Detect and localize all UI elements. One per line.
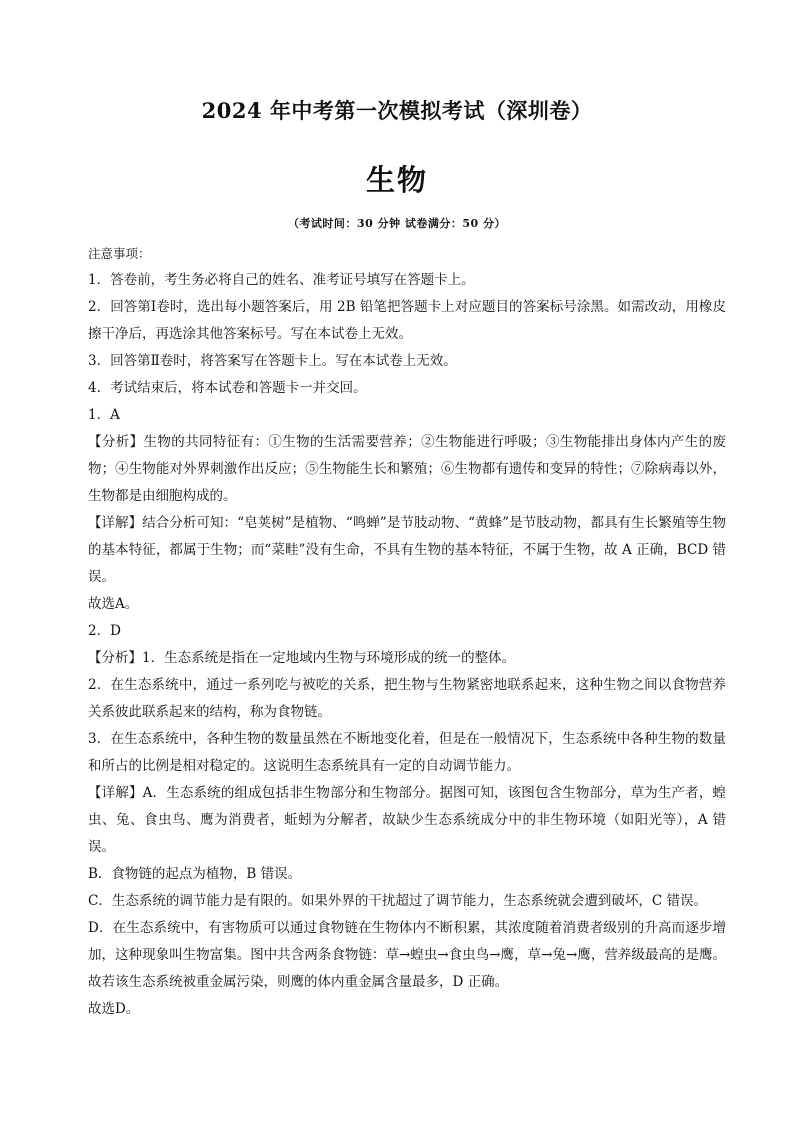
answer-detail: D．在生态系统中，有害物质可以通过食物链在生物体内不断积累，其浓度随着消费者级别的升高而逐步增加，这种现象叫生物富集。图中共含两条食物链：草→蝗虫→食虫鸟→鹰，草→兔→鹰，营养级最高的是鹰。故若该生态系统被重金属污染，则鹰的体内重金属含量最多，D 正确。: [88, 920, 726, 990]
answer-detail: C．生态系统的调节能力是有限的。如果外界的干扰超过了调节能力，生态系统就会遭到破坏，C 错误。: [88, 893, 707, 909]
answer-number: 1．A: [88, 407, 120, 423]
answer-number: 2．D: [88, 623, 121, 639]
note-item: 4．考试结束后，将本试卷和答题卡一并交回。: [88, 380, 367, 396]
exam-info: （考试时间：30 分钟 试卷满分：50 分）: [287, 217, 507, 230]
answer-detail: B．食物链的起点为植物，B 错误。: [88, 866, 302, 882]
note-item: 1．答卷前，考生务必将自己的姓名、准考证号填写在答题卡上。: [88, 272, 475, 288]
answer-conclusion: 故选A。: [88, 596, 139, 612]
answer-analysis: 【分析】1．生态系统是指在一定地域内生物与环境形成的统一的整体。: [88, 650, 516, 666]
exam-title: 2024 年中考第一次模拟考试（深圳卷）: [201, 98, 593, 123]
note-item: 3．回答第Ⅱ卷时，将答案写在答题卡上。写在本试卷上无效。: [88, 353, 457, 369]
answer-analysis: 【分析】生物的共同特征有：①生物的生活需要营养；②生物能进行呼吸；③生物能排出身体内产生的废物；④生物能对外界刺激作出反应；⑤生物能生长和繁殖；⑥生物都有遗传和变异的特性；⑦除病毒以外，生物都是由细胞构成的。: [88, 434, 726, 504]
answer-analysis: 3．在生态系统中，各种生物的数量虽然在不断地变化着，但是在一般情况下，生态系统中各种生物的数量和所占的比例是相对稳定的。这说明生态系统具有一定的自动调节能力。: [88, 731, 726, 774]
note-item: 2．回答第Ⅰ卷时，选出每小题答案后，用 2B 铅笔把答题卡上对应题目的答案标号涂黑。如需改动，用橡皮擦干净后，再选涂其他答案标号。写在本试卷上无效。: [88, 299, 726, 342]
answer-analysis: 2．在生态系统中，通过一系列吃与被吃的关系，把生物与生物紧密地联系起来，这种生物之间以食物营养关系彼此联系起来的结构，称为食物链。: [88, 677, 726, 720]
notes-heading: 注意事项：: [88, 246, 151, 261]
document-body: [88, 240, 726, 1023]
answer-detail: 【详解】A．生态系统的组成包括非生物部分和生物部分。据图可知，该图包含生物部分，草为生产者，蝗虫、兔、食虫鸟、鹰为消费者，蚯蚓为分解者，故缺少生态系统成分中的非生物环境（如阳光等），A 错误。: [88, 785, 726, 855]
subject-title: 生物: [365, 163, 428, 197]
answer-conclusion: 故选D。: [88, 1001, 140, 1017]
answer-detail: 【详解】结合分析可知：“皂荚树”是植物、“鸣蝉”是节肢动物、“黄蜂”是节肢动物，都具有生长繁殖等生物的基本特征，都属于生物；而“菜畦”没有生命，不具有生物的基本特征，不属于生物，故 A 正确，BCD 错误。: [88, 515, 726, 585]
